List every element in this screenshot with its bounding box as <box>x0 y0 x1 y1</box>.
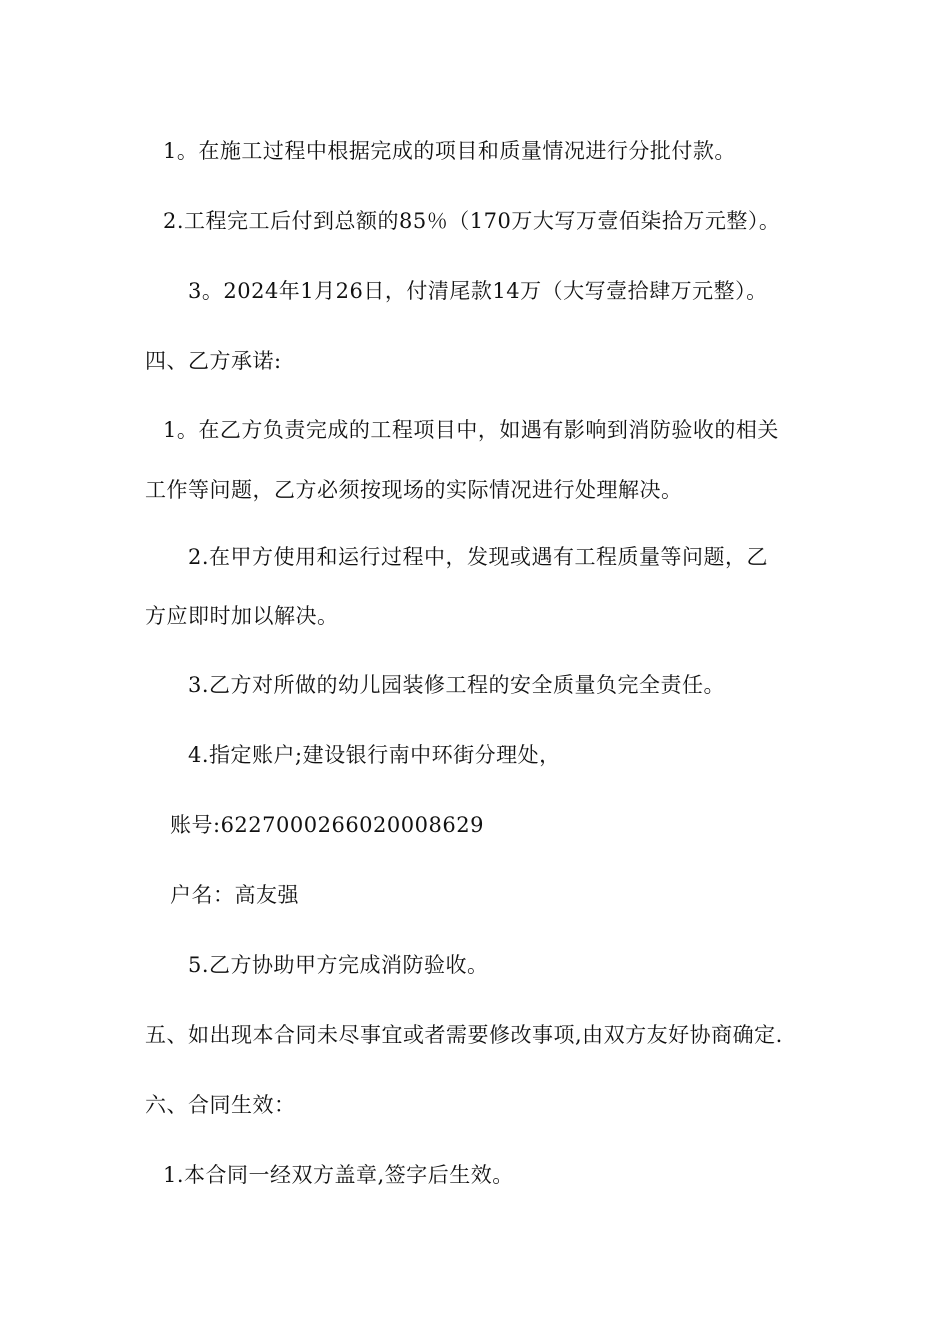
payment-clause-2: 2.工程完工后付到总额的85％（170万大写万壹佰柒拾万元整）。 <box>163 209 781 233</box>
commitment-clause-1-cont: 工作等问题，乙方必须按现场的实际情况进行处理解决。 <box>145 478 683 502</box>
account-number: 账号:6227000266020008629 <box>170 813 484 837</box>
commitment-clause-4: 4.指定账户;建设银行南中环街分理处， <box>188 743 561 767</box>
commitment-clause-2: 2.在甲方使用和运行过程中，发现或遇有工程质量等问题，乙 <box>188 545 769 569</box>
section-heading-4: 四、乙方承诺: <box>145 349 282 373</box>
commitment-clause-2-cont: 方应即时加以解决。 <box>145 604 339 628</box>
section-heading-5: 五、如出现本合同未尽事宜或者需要修改事项,由双方友好协商确定. <box>145 1023 783 1047</box>
commitment-clause-3: 3.乙方对所做的幼儿园装修工程的安全质量负完全责任。 <box>188 673 726 697</box>
payment-clause-3: 3。2024年1月26日，付清尾款14万（大写壹拾肆万元整）。 <box>188 279 768 303</box>
effectiveness-clause-1: 1.本合同一经双方盖章,签字后生效。 <box>163 1163 514 1187</box>
section-heading-6: 六、合同生效： <box>145 1093 296 1117</box>
payment-clause-1: 1。在施工过程中根据完成的项目和质量情况进行分批付款。 <box>163 139 736 163</box>
account-name: 户名：高友强 <box>170 883 299 907</box>
commitment-clause-1: 1。在乙方负责完成的工程项目中，如遇有影响到消防验收的相关 <box>163 418 779 442</box>
commitment-clause-5: 5.乙方协助甲方完成消防验收。 <box>188 953 489 977</box>
